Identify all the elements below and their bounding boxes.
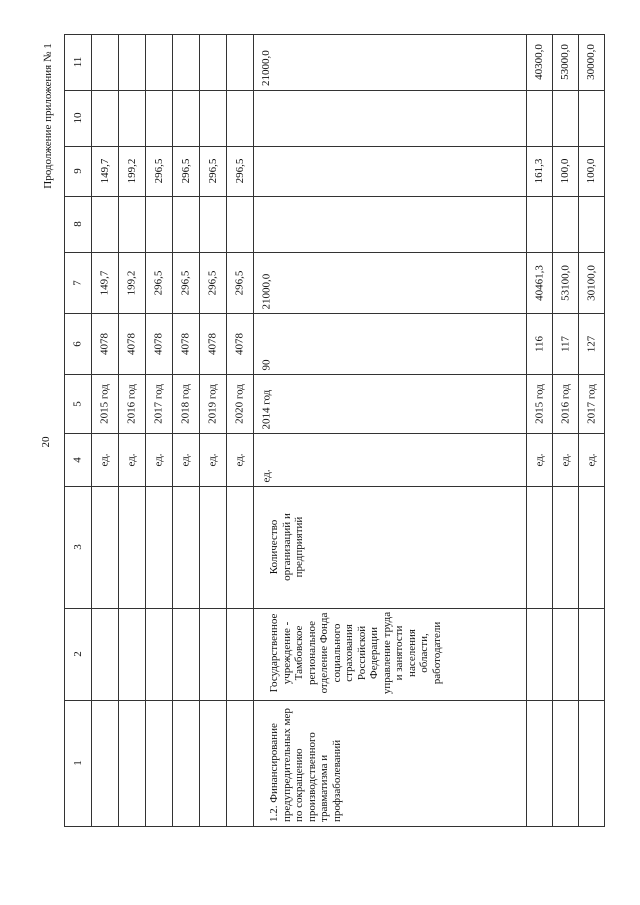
row-line (526, 34, 527, 826)
row-line (253, 34, 254, 826)
header-cell-7: 7 (71, 279, 84, 286)
col9-cell: 296,5 (206, 158, 219, 184)
col6-cell: 127 (585, 335, 597, 352)
col7-cell: 296,5 (233, 270, 246, 295)
col9-cell: 100,0 (585, 158, 597, 184)
col7-cell: 296,5 (206, 270, 219, 295)
col6-cell: 4078 (152, 332, 165, 355)
row-line (172, 34, 173, 826)
header-cell-9: 9 (71, 168, 84, 174)
col9-cell: 100,0 (559, 158, 571, 184)
column-line (64, 433, 605, 434)
row-line (578, 34, 579, 826)
column-line (64, 486, 605, 487)
col11-cell: 40300,0 (533, 44, 545, 80)
col6-cell: 4078 (98, 332, 111, 355)
col6-cell: 4078 (206, 332, 219, 355)
col9-cell: 199,2 (125, 158, 138, 184)
col11-cell: 21000,0 (260, 50, 272, 86)
row-line (91, 34, 92, 826)
column-line (64, 252, 605, 253)
year-cell: 2015 год (533, 383, 545, 424)
header-cell-8: 8 (71, 221, 84, 227)
col7-cell: 199,2 (125, 270, 138, 295)
year-cell: 2018 год (179, 383, 192, 424)
col9-cell: 149,7 (98, 158, 111, 184)
year-cell: 2017 год (585, 383, 597, 424)
column-line (64, 374, 605, 375)
measure-name-cell: 1.2. Финансирование предупредительных мер по сокращению производственного травматизма и профзаболеваний (268, 708, 343, 822)
col7-cell: 21000,0 (260, 273, 272, 309)
year-cell: 2016 год (125, 383, 138, 424)
header-cell-11: 11 (71, 56, 84, 68)
col9-cell: 296,5 (233, 158, 246, 184)
column-line (64, 34, 605, 35)
year-cell: 2016 год (559, 383, 571, 424)
unit-cell: ед. (206, 452, 219, 467)
row-line (604, 34, 605, 826)
unit-cell: ед. (585, 452, 597, 467)
header-cell-2: 2 (71, 651, 84, 657)
col9-cell: 296,5 (179, 158, 192, 184)
unit-cell: ед. (152, 452, 165, 467)
col9-cell: 161,3 (533, 158, 545, 184)
header-cell-10: 10 (71, 112, 84, 124)
year-cell: 2014 год (260, 389, 272, 429)
header-cell-3: 3 (71, 544, 84, 550)
header-cell-1: 1 (71, 760, 84, 766)
unit-cell: ед. (533, 452, 545, 467)
year-cell: 2015 год (98, 383, 111, 424)
column-line (64, 90, 605, 91)
col6-cell: 116 (533, 335, 545, 352)
unit-cell: ед. (559, 452, 571, 467)
col6-cell: 4078 (125, 332, 138, 355)
header-cell-5: 5 (71, 400, 84, 407)
col7-cell: 30100,0 (585, 264, 597, 301)
unit-cell: ед. (233, 452, 246, 467)
header-cell-4: 4 (71, 456, 84, 463)
year-cell: 2020 год (233, 383, 246, 424)
col7-cell: 296,5 (152, 270, 165, 295)
column-line (64, 826, 605, 827)
appendix-title: Продолжение приложения № 1 (42, 43, 54, 189)
col6-cell: 4078 (233, 332, 246, 355)
page-number: 20 (40, 436, 52, 448)
col7-cell: 296,5 (179, 270, 192, 295)
row-line (64, 34, 65, 826)
column-line (64, 196, 605, 197)
col11-cell: 53000,0 (559, 44, 571, 80)
unit-cell: ед. (179, 452, 192, 467)
unit-cell: ед. (260, 468, 272, 482)
col7-cell: 40461,3 (533, 264, 545, 301)
column-line (64, 700, 605, 701)
col6-cell: 90 (260, 359, 272, 370)
column-line (64, 146, 605, 147)
row-line (226, 34, 227, 826)
indicator-cell: Количество организаций и предприятий (268, 513, 305, 581)
row-line (118, 34, 119, 826)
row-line (199, 34, 200, 826)
column-line (64, 313, 605, 314)
row-line (145, 34, 146, 826)
year-cell: 2019 год (206, 383, 219, 424)
col11-cell: 30000,0 (585, 44, 597, 80)
row-line (552, 34, 553, 826)
col6-cell: 117 (559, 335, 571, 352)
col7-cell: 53100,0 (559, 264, 571, 301)
unit-cell: ед. (125, 452, 138, 467)
header-cell-6: 6 (71, 340, 84, 347)
unit-cell: ед. (98, 452, 111, 467)
col6-cell: 4078 (179, 332, 192, 355)
col7-cell: 149,7 (98, 270, 111, 295)
executor-cell: Государственное учреждение - Тамбовское региональное отделение Фонда социального страхования Российской Федерации управление труда и занятости населения области, работодатели (268, 611, 443, 695)
col9-cell: 296,5 (152, 158, 165, 184)
year-cell: 2017 год (152, 383, 165, 424)
